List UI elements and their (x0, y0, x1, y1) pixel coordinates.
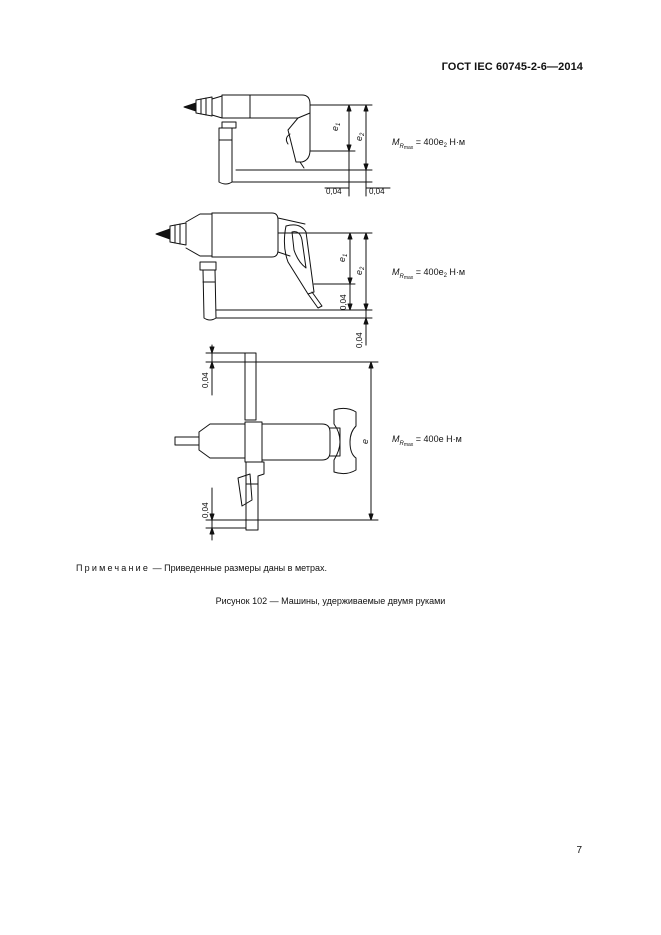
drill-rear-dim-a: 0,04 (339, 294, 348, 310)
formula-value: = 400e Н·м (413, 434, 462, 444)
note-label: Примечание (76, 563, 151, 573)
formula-r: R (399, 144, 404, 150)
formula-value: = 400e (413, 137, 444, 147)
drill-pistol-e1: e (330, 125, 340, 131)
side-tool-formula (392, 434, 462, 448)
drill-pistol-drawing (184, 95, 390, 196)
drill-rear-e2-sub: 2 (360, 266, 366, 270)
drill-rear-e1: e (337, 256, 347, 262)
drill-pistol-e1-sub: 1 (336, 122, 342, 126)
svg-text:e1 (337, 254, 349, 262)
formula-m: M (392, 267, 400, 277)
drill-rear-e2: e (354, 269, 364, 275)
formula-unit: Н·м (446, 137, 466, 147)
figure-note (76, 563, 327, 573)
side-tool-dim-top: 0,04 (201, 372, 210, 388)
formula-unit: Н·м (446, 267, 466, 277)
formula-m: M (392, 137, 400, 147)
formula-value-sub: 2 (443, 273, 447, 279)
svg-text:e2 (354, 266, 366, 275)
formula-r: R (399, 274, 404, 280)
formula-max: max (403, 275, 414, 281)
drill-rear-handle-drawing (156, 213, 372, 345)
formula-max: max (403, 145, 414, 151)
svg-text:e2 (354, 132, 366, 141)
formula-m: M (392, 434, 400, 444)
formula-r: R (399, 441, 404, 447)
formula-value: = 400e (413, 267, 444, 277)
drill-pistol-e2: e (354, 135, 364, 141)
note-text: — Приведенные размеры даны в метрах. (150, 563, 327, 573)
svg-text:e1 (330, 123, 342, 131)
drill-rear-dim-b: 0,04 (355, 332, 364, 348)
figure-caption: Рисунок 102 — Машины, удерживаемые двумя руками (215, 596, 446, 606)
drill-pistol-dim-right: 0,04 (369, 187, 385, 196)
drill-rear-e1-sub: 1 (343, 253, 349, 257)
drill-rear-formula (392, 267, 465, 281)
drill-pistol-formula (392, 137, 465, 151)
side-tool-dim-e: e (360, 438, 370, 444)
page-number: 7 (576, 845, 582, 856)
formula-max: max (403, 442, 414, 448)
drill-pistol-dim-left: 0,04 (326, 187, 342, 196)
standard-code-header: ГОСТ IEC 60745-2-6—2014 (441, 61, 583, 73)
formula-value-sub: 2 (443, 143, 447, 149)
side-tool-dim-bottom: 0,04 (201, 502, 210, 518)
drill-pistol-e2-sub: 2 (360, 132, 366, 136)
